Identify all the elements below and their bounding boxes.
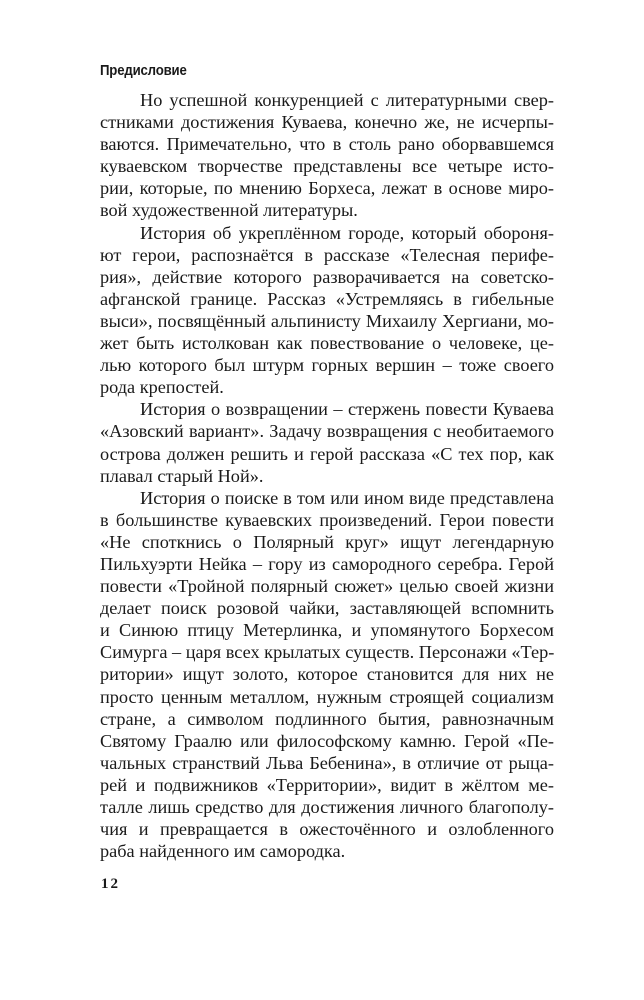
body-text [100, 89, 554, 862]
text-line: вой художественной литературы. [100, 200, 358, 221]
paragraph [100, 398, 554, 486]
text-line: ют герои, распознаётся в рассказе «Телесная перифе- [100, 244, 554, 265]
text-line: История о возвращении – стержень повести Куваева [140, 399, 554, 420]
text-line: Симурга – царя всех крылатых существ. Персонажи «Тер- [100, 642, 555, 663]
text-line: рии, которые, по мнению Борхеса, лежат в основе миро- [100, 178, 554, 199]
text-line: рия», действие которого разворачивается на советско- [100, 266, 554, 287]
paragraph [100, 487, 554, 863]
text-line: афганской границе. Рассказ «Устремляясь в гибельные [100, 288, 554, 309]
text-line: Святому Граалю или философскому камню. Герой «Пе- [100, 730, 554, 751]
text-line: лью которого был штурм горных вершин – тоже своего [100, 355, 554, 376]
text-line: повести «Тройной полярный сюжет» целью своей жизни [100, 576, 554, 597]
text-line: раба найденного им самородка. [100, 841, 346, 862]
text-line: стниками достижения Куваева, конечно же, не исчерпы- [100, 112, 554, 133]
text-line: куваевском творчестве представлены все четыре исто- [100, 156, 554, 177]
text-line: плавал старый Ной». [100, 465, 264, 486]
text-line: острова должен решить и герой рассказа «С тех пор, как [100, 443, 554, 464]
paragraph [100, 222, 554, 399]
text-line: чия и превращается в ожесточённого и озлобленного [100, 819, 554, 840]
text-line: Но успешной конкуренцией с литературными свер- [140, 90, 554, 110]
text-line: рей и подвижников «Территории», видит в жёлтом ме- [100, 774, 554, 795]
running-title: Предисловие [100, 62, 187, 79]
page-number: 12 [101, 876, 120, 892]
text-line: «Азовский вариант». Задачу возвращения с необитаемого [100, 421, 554, 442]
text-line: и Синюю птицу Метерлинка, и упомянутого Борхесом [100, 620, 554, 641]
text-line: История о поиске в том или ином виде представлена [140, 487, 554, 508]
text-line: жет быть истолкован как повествование о человеке, це- [100, 333, 554, 354]
text-line: просто ценным металлом, нужным строящей социализм [100, 686, 554, 707]
text-line: Пильхуэрти Нейка – гору из самородного серебра. Герой [100, 553, 554, 574]
paragraph [100, 89, 554, 222]
text-line: в большинстве куваевских произведений. Герои повести [100, 509, 554, 530]
text-line: стране, а символом подлинного бытия, равнозначным [100, 708, 554, 729]
text-line: ритории» ищут золото, которое становится для них не [100, 664, 554, 685]
text-line: выси», посвящённый альпинисту Михаилу Хергиани, мо- [100, 310, 554, 331]
text-line: История об укреплённом городе, который обороня- [140, 222, 554, 243]
text-line: рода крепостей. [100, 377, 224, 398]
text-line: делает поиск розовой чайки, заставляющей вспомнить [100, 598, 554, 619]
text-line: ваются. Примечательно, что в столь рано оборвавшемся [100, 134, 554, 155]
text-line: чальных странствий Льва Бебенина», в отличие от рыца- [100, 752, 554, 773]
text-line: талле лишь средство для достижения личного благополу- [100, 797, 554, 817]
text-line: «Не споткнись о Полярный круг» ищут легендарную [100, 531, 554, 552]
